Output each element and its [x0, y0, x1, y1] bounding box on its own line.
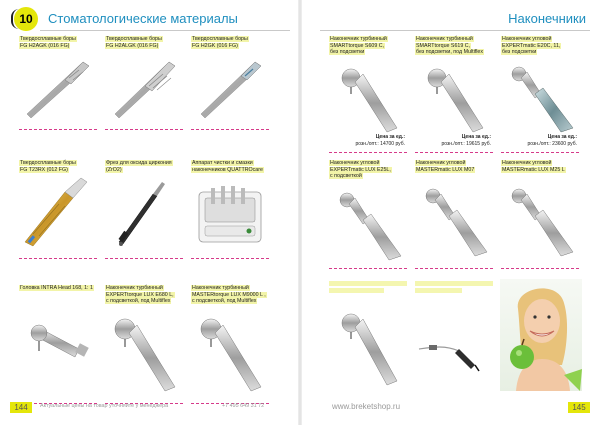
product-label: Наконечник турбинный EXPERTtorque LUX E680 L, с подсветкой, под Multiflex	[106, 285, 174, 305]
contra-angle-image	[329, 184, 407, 262]
price-value: розн./опт.: 14700 руб.	[355, 141, 405, 147]
product-label: Твердосплавные боры FG T23RX (012 FG)	[20, 160, 76, 173]
footer-note: Актуальные цены на товар уточняйте у менеджера	[40, 403, 169, 409]
right-page-number: 145	[568, 402, 590, 413]
contra-angle-image	[415, 180, 493, 260]
price-label: Цена за ед.:	[375, 134, 405, 140]
page-title-right: Наконечники	[508, 11, 586, 26]
left-page-number: 144	[10, 402, 32, 413]
price-block	[441, 134, 491, 148]
label-placeholder	[329, 281, 407, 286]
price-block	[355, 134, 405, 148]
price-value: розн./опт.: 23600 руб.	[527, 141, 577, 147]
product-card[interactable]	[501, 36, 579, 160]
contra-angle-image	[501, 58, 579, 134]
divider	[501, 152, 579, 153]
smiling-woman-with-apple-photo	[500, 279, 582, 391]
product-label: Наконечник турбинный MASTERtorque LUX M9000 L , с подсветкой, под Multiflex	[192, 285, 266, 305]
product-label: Наконечник угловой EXPERTmatic E20C, 11, без подсветки	[502, 36, 561, 56]
product-label: Наконечник угловой EXPERTmatic LUX E25L, с подсветкой	[330, 160, 391, 180]
header-rule	[320, 30, 590, 31]
product-card[interactable]	[501, 160, 579, 270]
website-url[interactable]: www.breketshop.ru	[332, 402, 401, 411]
divider	[415, 152, 493, 153]
right-header	[320, 9, 590, 31]
product-label: Наконечник турбинный SMARTtorque S619 C, без подсветки, под Multiflex	[416, 36, 483, 56]
page-title-left: Стоматологические материалы	[48, 11, 238, 26]
product-label: Наконечник турбинный SMARTtorque S609 C, без подсветки	[330, 36, 387, 56]
label-placeholder	[415, 281, 493, 286]
product-label: Твердосплавные боры FG H2AGK (016 FG)	[20, 36, 76, 49]
portrait-illustration	[500, 279, 582, 391]
price-label: Цена за ед.:	[547, 134, 577, 140]
label-placeholder	[329, 288, 384, 293]
divider	[415, 268, 493, 269]
divider	[501, 268, 579, 269]
section-number: 10	[19, 12, 33, 26]
product-label: Наконечник угловой MASTERmatic LUX M07	[416, 160, 475, 173]
product-label: Фрез для оксида циркония (ZrO2)	[106, 160, 172, 173]
product-card[interactable]	[415, 281, 493, 401]
product-label: Наконечник угловой MASTERmatic LUX M25 L	[502, 160, 565, 173]
scaler-tip-image	[415, 305, 493, 385]
product-card[interactable]	[329, 281, 407, 401]
turbine-handpiece-image	[415, 60, 493, 134]
price-value: розн./опт.: 19615 руб.	[441, 141, 491, 147]
divider	[329, 152, 407, 153]
price-label: Цена за ед.:	[461, 134, 491, 140]
label-placeholder	[415, 288, 462, 293]
product-label: Твердосплавные боры FG H2ALGK (016 FG)	[106, 36, 162, 49]
footer-phone: +7 495 649 31 72	[222, 403, 265, 409]
product-label: Аппарат чистки и смазки наконечников QUATTROcare	[192, 160, 263, 173]
product-label: Головка INTRA Head 168, 1: 1	[20, 285, 93, 291]
divider	[329, 268, 407, 269]
product-label: Твердосплавные боры FG H2GK (016 FG)	[192, 36, 248, 49]
turbine-handpiece-image	[329, 301, 407, 391]
price-block	[527, 134, 577, 148]
product-card[interactable]	[329, 36, 407, 160]
turbine-handpiece-image	[329, 60, 407, 134]
product-card[interactable]	[415, 160, 493, 270]
product-card[interactable]	[415, 36, 493, 160]
product-card[interactable]	[329, 160, 407, 270]
contra-angle-image	[501, 180, 579, 260]
